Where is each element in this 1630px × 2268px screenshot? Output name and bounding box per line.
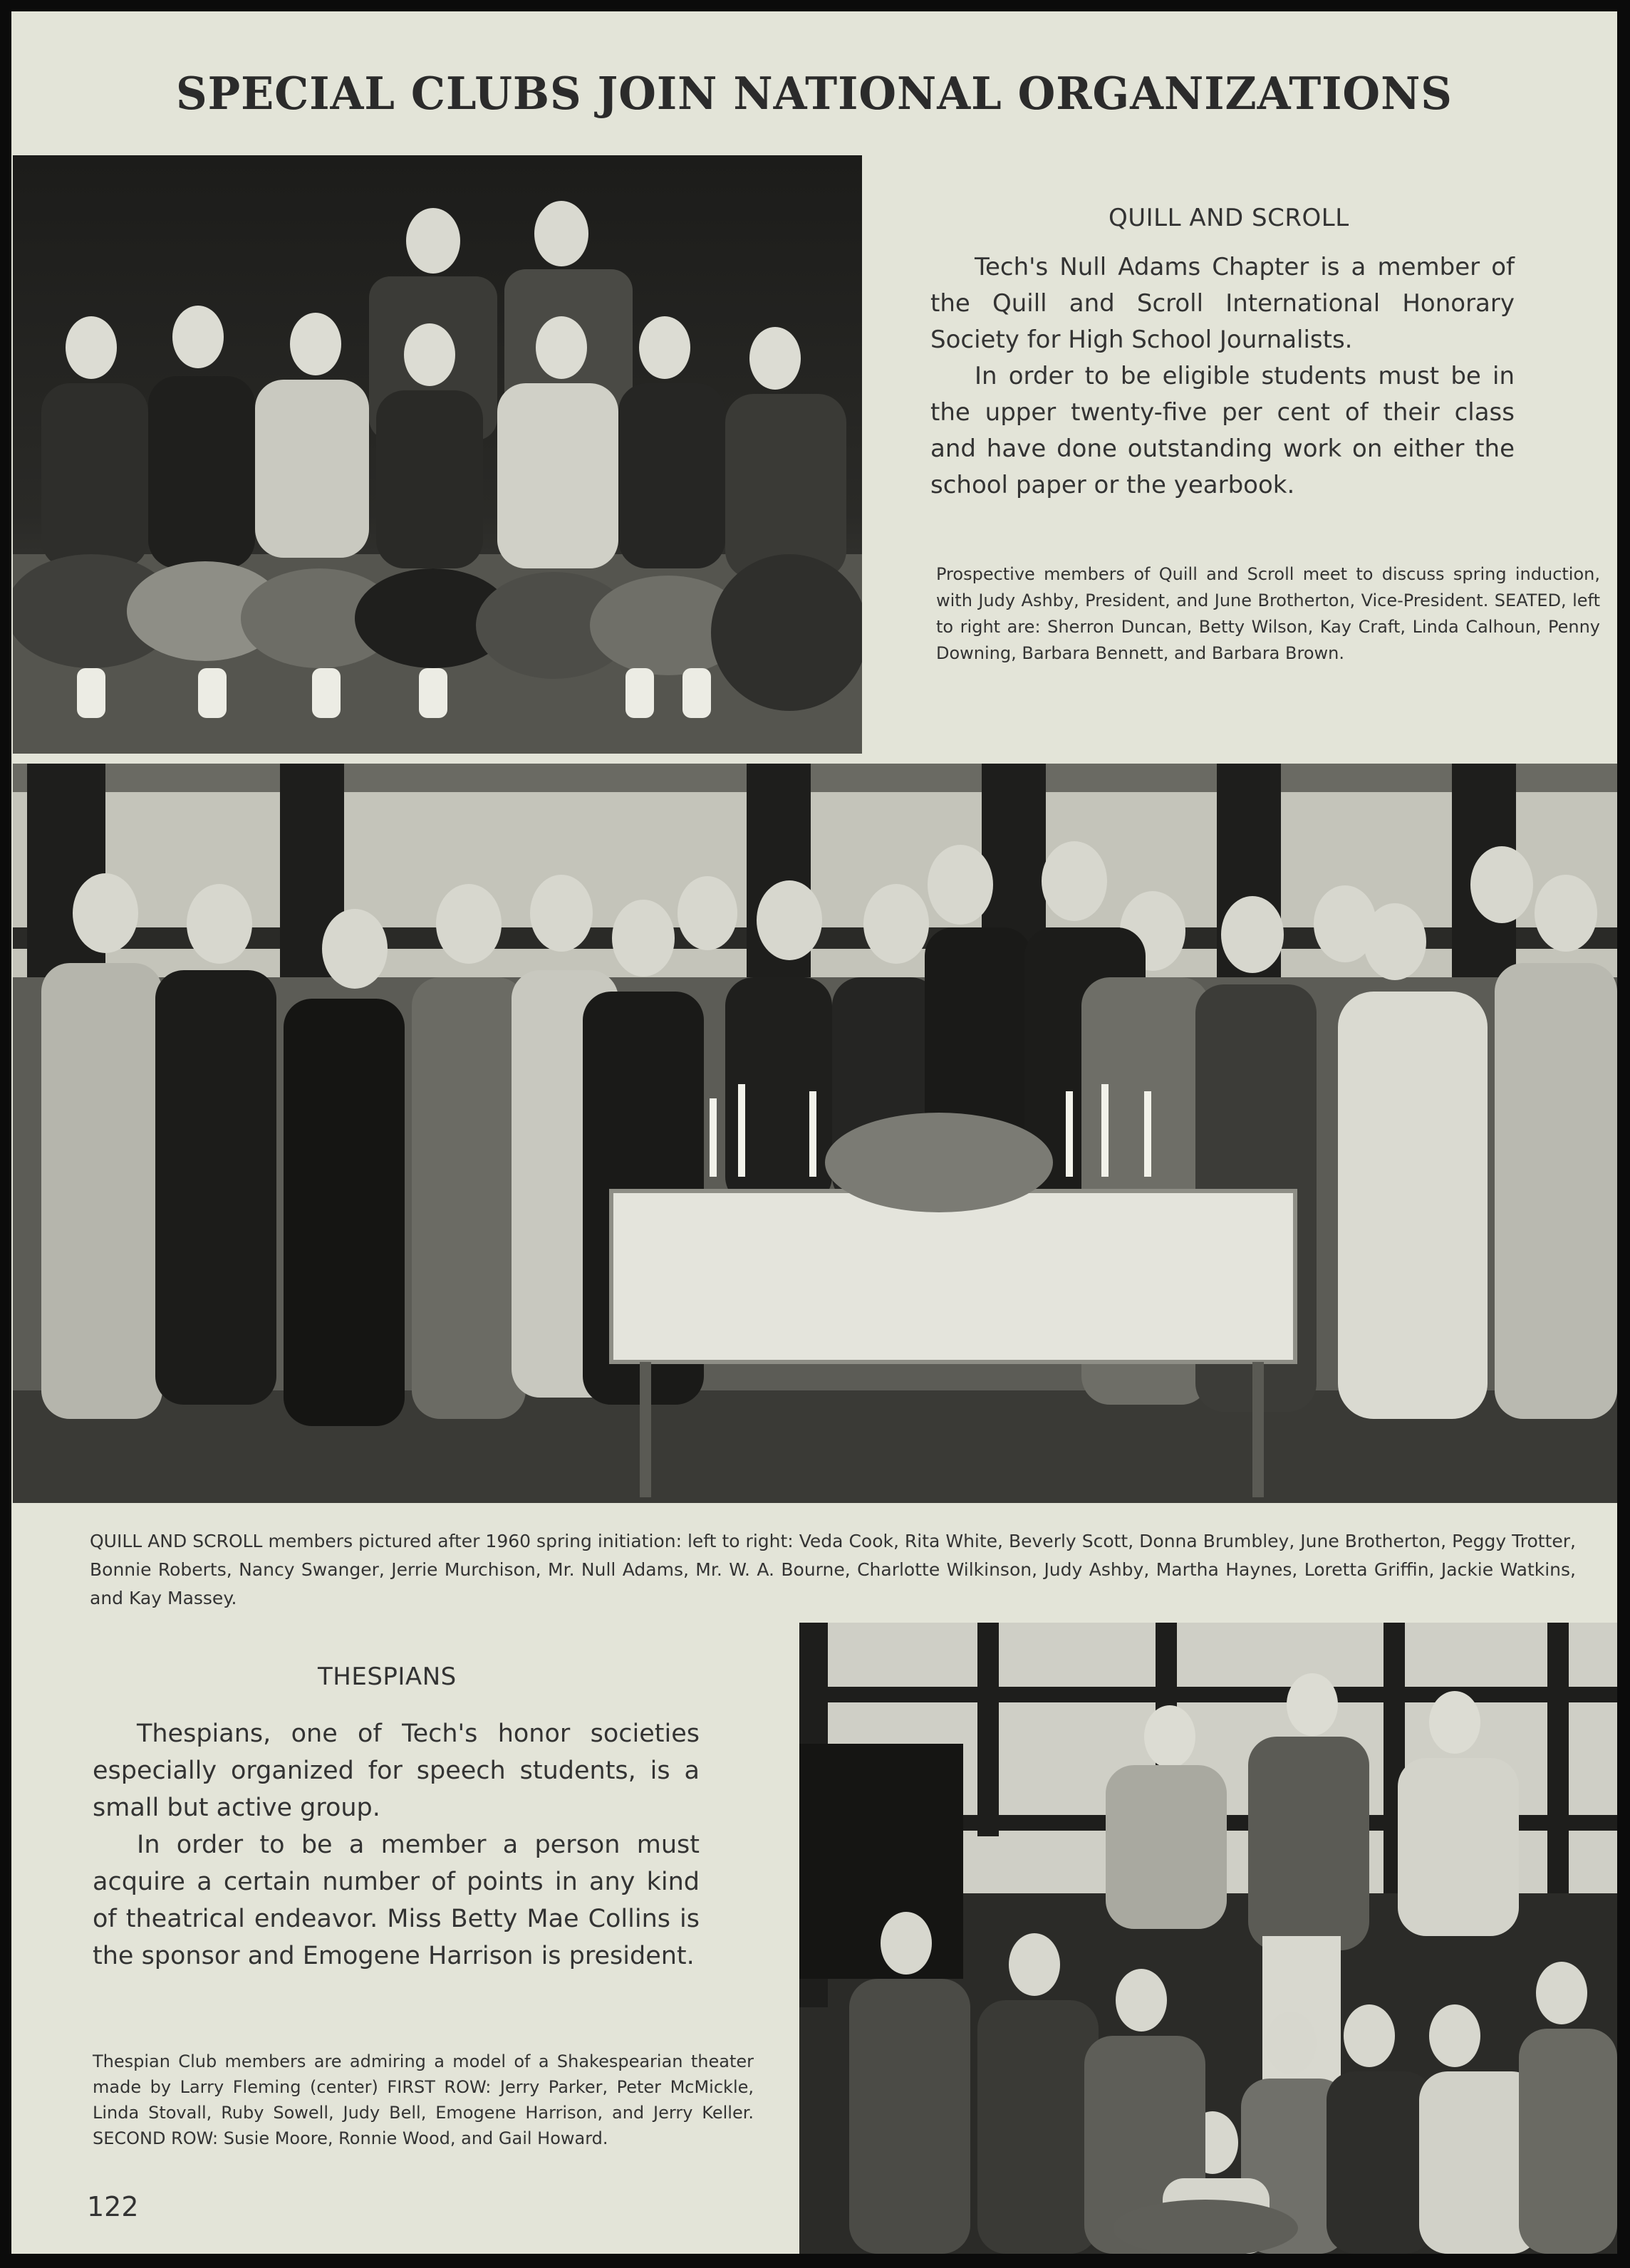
quill-scroll-photo2-caption: QUILL AND SCROLL members pictured after 1960 spring initiation: left to right: Veda Cook, Rita White, Beverly Scott, Donna Brumbley, June Brotherton, Peggy Trotter, Bonnie Roberts, Nancy Swanger, Jerrie Murchison, Mr. Null Adams, Mr. W. A. Bourne, Charlotte Wilkinson, Judy Ashby, Martha Haynes, Loretta Griffin, Jackie Watkins, and Kay Massey.	[90, 1531, 1576, 1608]
quill-scroll-group-photo	[13, 155, 862, 754]
page-title: SPECIAL CLUBS JOIN NATIONAL ORGANIZATIONS	[176, 67, 1453, 120]
thespians-heading: THESPIANS	[318, 1663, 457, 1691]
photo-initiation-group	[13, 764, 1617, 1503]
thespians-paragraph: In order to be a member a person must acquire a certain number of points in any kind of theatrical endeavor. Miss Betty Mae Collins is the sponsor and Emogene Harrison is president.	[93, 1831, 700, 1970]
photo-seated-group	[13, 155, 862, 754]
quill-scroll-paragraph: In order to be eligible students must be in the upper twenty-five per cent of their class and have done outstanding work on either the school paper or the yearbook.	[930, 362, 1515, 499]
quill-scroll-initiation-photo	[13, 764, 1617, 1503]
page-number: 122	[87, 2191, 139, 2222]
photo-thespians	[799, 1623, 1617, 2254]
thespians-photo	[799, 1623, 1617, 2254]
quill-scroll-photo1-caption: Prospective members of Quill and Scroll meet to discuss spring induction, with Judy Ashby, President, and June Brotherton, Vice-President. SEATED, left to right are: Sherron Duncan, Betty Wilson, Kay Craft, Linda Calhoun, Penny Downing, Barbara Bennett, and Barbara Brown.	[936, 564, 1600, 663]
thespians-photo-caption: Thespian Club members are admiring a model of a Shakespearian theater made by Larry Fleming (center) FIRST ROW: Jerry Parker, Peter McMickle, Linda Stovall, Ruby Sowell, Judy Bell, Emogene Harrison, and Jerry Keller. SECOND ROW: Susie Moore, Ronnie Wood, and Gail Howard.	[93, 2051, 754, 2148]
yearbook-page	[11, 11, 1617, 2254]
quill-scroll-paragraph: Tech's Null Adams Chapter is a member of the Quill and Scroll International Honorary Society for High School Journalists.	[930, 253, 1515, 354]
quill-scroll-body	[930, 249, 1515, 504]
thespians-body	[93, 1715, 700, 1975]
quill-scroll-heading: QUILL AND SCROLL	[1109, 204, 1349, 232]
thespians-paragraph: Thespians, one of Tech's honor societies especially organized for speech students, is a small but active group.	[93, 1720, 700, 1822]
